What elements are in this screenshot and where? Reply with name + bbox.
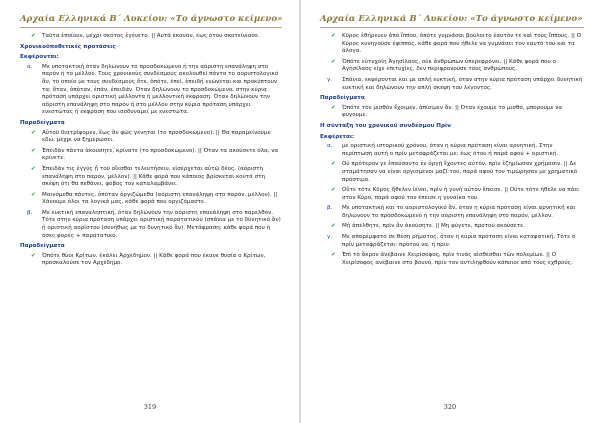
section-heading: Παραδείγματα (20, 243, 65, 250)
item-text: Κῦρος ἐθήρευεν ἀπὸ ἵππου, ὁπότε γυμνάσαι βούλοιτο ἑαυτὸν τε καὶ τοὺς ἵππους. || Ο Κύρος κυνηγούσε έφιππος, κάθε φορά που ήθελε να γυμνάσει τον εαυτό του και τα άλογα. (342, 33, 582, 55)
item-text: Με ευκτική επαναληπτική, όταν δηλώνουν την αόριστη επανάληψη στο παρελθόν. Τότε στην κύρια πρόταση υπάρχει οριστική παρατατικού (σπάνια με το δυνητικό ἄν) ή οριστική αορίστου (συνήθως με το δυνητικό ἄν). Μετάφραση: κάθε φορά που ή όσες φορές + παρατατικό. (42, 209, 281, 239)
example-item (20, 33, 282, 41)
checkmark-icon: ✔ (331, 187, 336, 194)
item-label: γ. (327, 234, 333, 241)
example-item (20, 148, 282, 163)
checkmark-icon: ✔ (331, 33, 336, 39)
item-label: β. (27, 209, 33, 216)
checkmark-icon: ✔ (331, 223, 336, 230)
section-heading: Εκφέρονται: (20, 54, 59, 61)
checkmark-icon: ✔ (331, 104, 336, 111)
item-text: Αὐτοῦ διατρίψομεν, ἕως ἂν φῶς γένηται (το προσδοκώμενο). || Θα παραμείνουμε εδώ, μέχρι να ξημερώσει. (42, 129, 271, 144)
item-text: Με απαρέμφατο σε θέση ρήματος, όταν η κύρια πρόταση είναι καταφατική. Τότε ο πρίν μεταφράζεται: προτού να, ή πριν. (342, 234, 576, 248)
item-text: Με υποτακτική και το αοριστολογικό ἄν, όταν η κύρια πρόταση είναι αρνητική και δηλώνουν το προσδοκώμενο ή την αόριστη επανάληψη στο παρόν, μέλλον. (342, 205, 576, 219)
example-item (320, 161, 584, 184)
item-text: Οὔτε τότε Κῦρος ἤθελεν ἰέναι, πρὶν ἡ γυνὴ αὐτὸν ἔπεισε. || Ούτε τότε ήθελε να πάει στον Κύρο, παρά αφού τον έπεισε η γυναίκα του. (342, 187, 580, 201)
item-text: Ἐπὶ τὸ ἄκρον ἀνέβαινε Χειρίσοφος, πρὶν τινὰς αἰσθέσθαι τῶν πολεμίων. || Ο Χειρίσοφος ανέβαινε στο βουνό, πριν τον αντιληφθούν κάποιοι από τους εχθρούς. (342, 252, 573, 266)
page-content (20, 33, 282, 268)
checkmark-icon: ✔ (31, 252, 36, 259)
example-item (320, 223, 584, 231)
item-label: β. (327, 205, 333, 212)
section-heading: Εκφέρεται: (320, 133, 355, 140)
item-label: α. (27, 63, 33, 70)
example-item (320, 187, 584, 202)
page-number: 319 (143, 403, 157, 411)
rule-item (320, 77, 584, 92)
page-number: 320 (443, 403, 457, 411)
page-header: Αρχαία Ελληνικά Β΄ Λυκείου: «Το άγνωστο κείμενο» (320, 0, 584, 28)
rule-item (320, 205, 584, 220)
example-item (320, 33, 584, 56)
example-item (320, 105, 584, 120)
item-text: Μὴ ἀπέλθητε, πρὶν ἂν ἀκούσητε. || Μη φύγετε, προτού ακούσετε. (342, 223, 525, 230)
item-text: Με υποτακτική όταν δηλώνουν το προσδοκώμενο ή την αόριστη επανάληψη στο παρόν ή το μέλλον. Τους χρονικούς συνδέσμους ακολουθεί πάντα το αοριστολογικό ἄν, το οποίο με τους συνδέσμους ὅτε, ὁπότε, ἐπεί, ἐπειδή ενώνεται και προκύπτουν τα: ὅταν, ὁπόταν, ἐπάν, ἐπειδάν. Όταν δηλώνουν το προσδοκώμενο, στην κύρια πρόταση υπάρχει οριστική μέλλοντα ή μελλοντική έκφραση. Όταν δηλώνουν την αόριστη επανάληψη στο παρόν ή στο μέλλον στην κύρια πρόταση υπάρχει ενεστώτας ή έκφραση που ισοδυναμεί με ενεστώτα. (42, 63, 279, 116)
example-item (20, 130, 282, 145)
rule-item (20, 64, 282, 117)
section-heading: Παραδείγματα (320, 95, 365, 102)
item-text: Μαινόμεθα πάντες, ὁπόταν ὀργιζώμεθα (αόριστη επανάληψη στο παρόν, μέλλον). || Χάνουμε όλοι τα λογικά μας, κάθε φορά που οργιζόμαστε. (42, 191, 278, 206)
section-heading: Η σύνταξη του χρονικού συνδέσμου Πρίν (320, 122, 451, 129)
section-heading: Χρονικοϋποθετικές προτάσεις (20, 43, 116, 50)
checkmark-icon: ✔ (31, 191, 36, 198)
checkmark-icon: ✔ (331, 58, 336, 65)
checkmark-icon: ✔ (331, 252, 336, 259)
example-item (20, 192, 282, 207)
item-label: α. (327, 143, 333, 150)
item-text: Ἐπειδὰν πάντα ἀκούσητε, κρίνατε (το προσδοκώμενο). || Όταν τα ακούσετε όλα, να κρίνετε. (42, 147, 279, 162)
rule-item (320, 143, 584, 158)
checkmark-icon: ✔ (31, 129, 36, 136)
item-text: Ἐπειδὰν τις ἐγγὺς ᾖ τοῦ οἴεσθαι τελευτήσειν, εἰσέρχεται αὐτῷ δέος. (αόριστη επανάληψη στο παρόν, μέλλον). || Κάθε φορά που κάποιος βρίσκεται κοντά στη σκέψη ότι θα πεθάνει, φόβος τον καταλαμβάνει. (42, 165, 266, 188)
item-text: Ταῦτα ἐποίουν, μέχρι σκότος ἐγένετο. || Αυτά έκαναν, έως ότου σκοτείνιασε. (42, 33, 260, 39)
item-text: Ὁπότε τὸν μισθὸν ἔχοιμεν, ἀπίοιμεν ἄν. || Όταν έχουμε το μισθό, μπορούμε να φύγουμε. (342, 104, 563, 119)
checkmark-icon: ✔ (31, 33, 36, 39)
item-label: γ. (327, 76, 333, 83)
example-item (320, 59, 584, 74)
example-item (20, 253, 282, 268)
section-heading: Παραδείγματα (20, 119, 65, 126)
item-text: Οὐ πρότερον γε ἐπαύσαντο ἐν ὀργῇ ἔχοντες αὐτόν, πρὶν ἐζημίωσαν χρήμασιν. || Δε σταμάτησαν να είναι οργισμένοι μαζί του, παρά αφού τον τιμώρησαν με χρηματικό πρόστιμο. (342, 161, 578, 183)
item-text: Ὁπότε εὐτυχοίη Ἀγησίλαος, οὐκ ἀνθρώπων ὑπερεφρόνει. || Κάθε φορά που ο Αγησίλαος είχε επιτυχίες, δεν περιφρονούσε τους ανθρώπους. (342, 58, 556, 73)
checkmark-icon: ✔ (331, 161, 336, 168)
checkmark-icon: ✔ (31, 165, 36, 172)
example-item (20, 166, 282, 189)
item-text: Ὁπότε θύοι Κρίτων, ἐκάλει Ἀρχέδημον. || Κάθε φορά που έκανε θυσία ο Κρίτων, προσκαλούσε τον Αρχέδημο. (42, 252, 266, 267)
page-header: Αρχαία Ελληνικά Β΄ Λυκείου: «Το άγνωστο κείμενο» (20, 0, 282, 28)
page-content (320, 33, 584, 267)
item-text: με οριστική ιστορικού χρόνου, όταν η κύρια πρόταση είναι αρνητική. Στην περίπτωση αυτή ο πρίν μεταφράζεται με: έως ότου ή παρά αφού + οριστική. (342, 143, 559, 157)
item-text: Σπάνια, εκφέρονται και με απλή ευκτική, όταν στην κύρια πρόταση υπάρχει δυνητική ευκτική και δηλώνουν την απλή σκέψη του λέγοντος. (342, 76, 583, 91)
right-page (300, 0, 600, 423)
rule-item (320, 234, 584, 249)
checkmark-icon: ✔ (31, 147, 36, 154)
example-item (320, 252, 584, 267)
rule-item (20, 210, 282, 240)
